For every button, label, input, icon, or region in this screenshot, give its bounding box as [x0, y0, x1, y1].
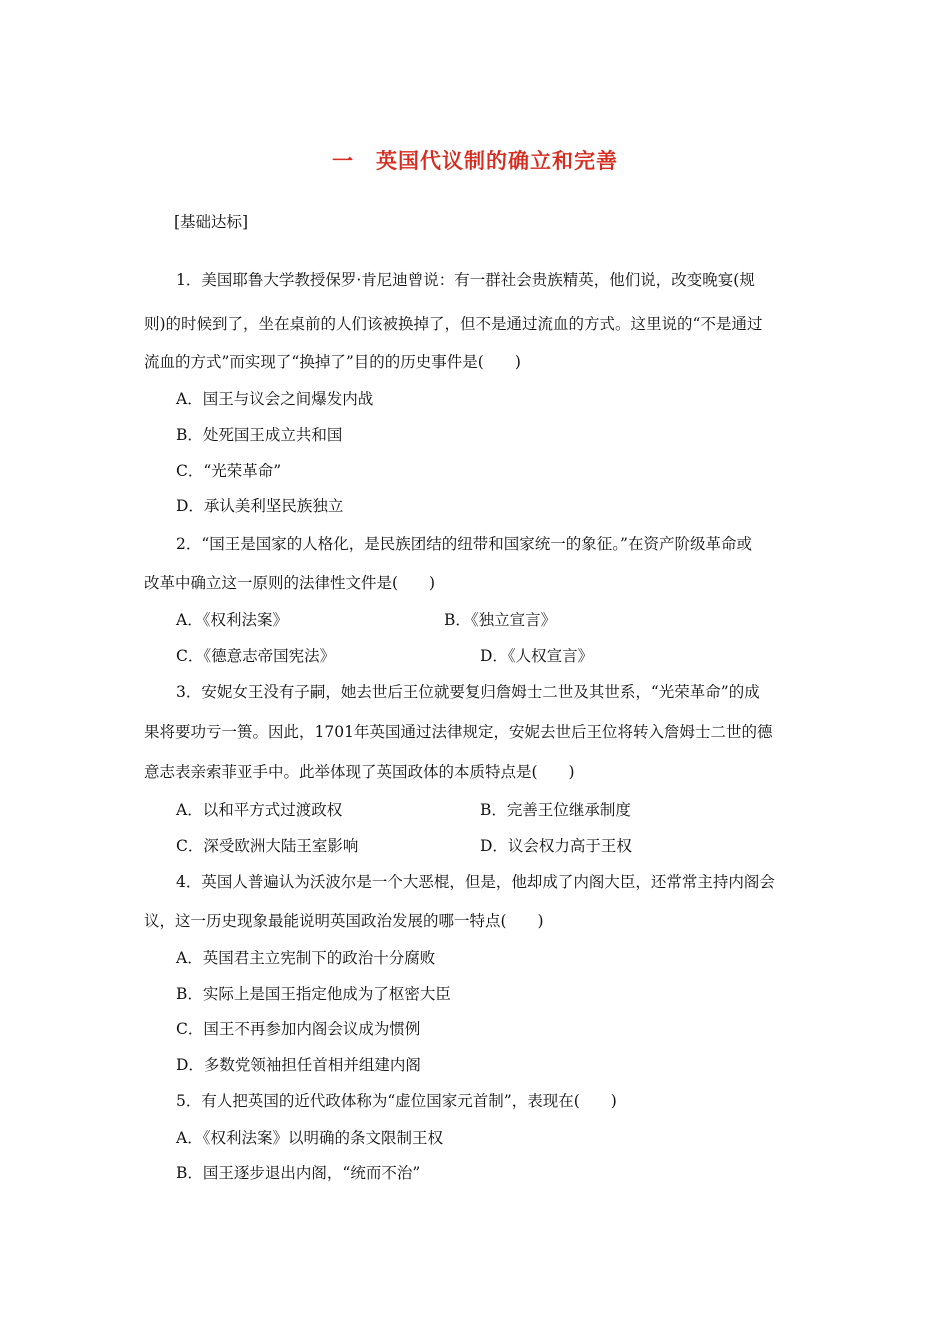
q4-option-a: A．英国君主立宪制下的政治十分腐败	[176, 949, 436, 967]
q1-option-d: D．承认美利坚民族独立	[176, 497, 344, 515]
q1-stem-line1: 1．美国耶鲁大学教授保罗·肯尼迪曾说：有一群社会贵族精英，他们说，改变晚宴(规	[176, 271, 755, 289]
title-text: 英国代议制的确立和完善	[376, 149, 618, 173]
q2-stem-line2: 改革中确立这一原则的法律性文件是( )	[144, 574, 436, 592]
q2-option-c: C．《德意志帝国宪法》	[176, 647, 336, 665]
q4-option-d: D．多数党领袖担任首相并组建内阁	[176, 1056, 421, 1074]
q1-option-b: B．处死国王成立共和国	[176, 426, 343, 444]
q3-option-a: A．以和平方式过渡政权	[176, 801, 343, 819]
q3-stem-line3: 意志表亲索菲亚手中。此举体现了英国政体的本质特点是( )	[144, 763, 575, 781]
q4-stem-line1: 4．英国人普遍认为沃波尔是一个大恶棍，但是，他却成了内阁大臣，还常常主持内阁会	[176, 873, 775, 891]
q2-option-a: A．《权利法案》	[176, 611, 288, 629]
q1-option-a: A．国王与议会之间爆发内战	[176, 390, 374, 408]
q2-option-b: B．《独立宣言》	[444, 611, 557, 629]
q3-option-d: D．议会权力高于王权	[480, 837, 632, 855]
q4-option-c: C．国王不再参加内阁会议成为惯例	[176, 1020, 421, 1038]
q5-stem-line1: 5．有人把英国的近代政体称为“虚位国家元首制”，表现在( )	[176, 1092, 617, 1110]
q1-option-c: C．“光荣革命”	[176, 462, 282, 480]
q3-stem-line1: 3．安妮女王没有子嗣，她去世后王位就要复归詹姆士二世及其世系，“光荣革命”的成	[176, 683, 760, 701]
q1-stem-line2: 则)的时候到了，坐在桌前的人们该被换掉了，但不是通过流血的方式。这里说的“不是通过	[144, 315, 763, 333]
q2-stem-line1: 2．“国王是国家的人格化，是民族团结的纽带和国家统一的象征。”在资产阶级革命或	[176, 535, 752, 553]
q4-stem-line2: 议，这一历史现象最能说明英国政治发展的哪一特点( )	[144, 912, 544, 930]
q4-option-b: B．实际上是国王指定他成为了枢密大臣	[176, 985, 451, 1003]
q3-option-c: C．深受欧洲大陆王室影响	[176, 837, 359, 855]
q5-option-b: B．国王逐步退出内阁，“统而不治”	[176, 1164, 421, 1182]
q5-option-a: A．《权利法案》以明确的条文限制王权	[176, 1129, 443, 1147]
title-number: 一	[332, 149, 354, 173]
page-title	[0, 145, 950, 175]
q2-option-d: D．《人权宣言》	[480, 647, 594, 665]
q1-stem-line3: 流血的方式”而实现了“换掉了”目的的历史事件是( )	[144, 353, 521, 371]
section-label: [基础达标]	[174, 213, 249, 231]
q3-stem-line2: 果将要功亏一篑。因此，1701年英国通过法律规定，安妮去世后王位将转入詹姆士二世的德	[144, 723, 773, 741]
q3-option-b: B．完善王位继承制度	[480, 801, 631, 819]
